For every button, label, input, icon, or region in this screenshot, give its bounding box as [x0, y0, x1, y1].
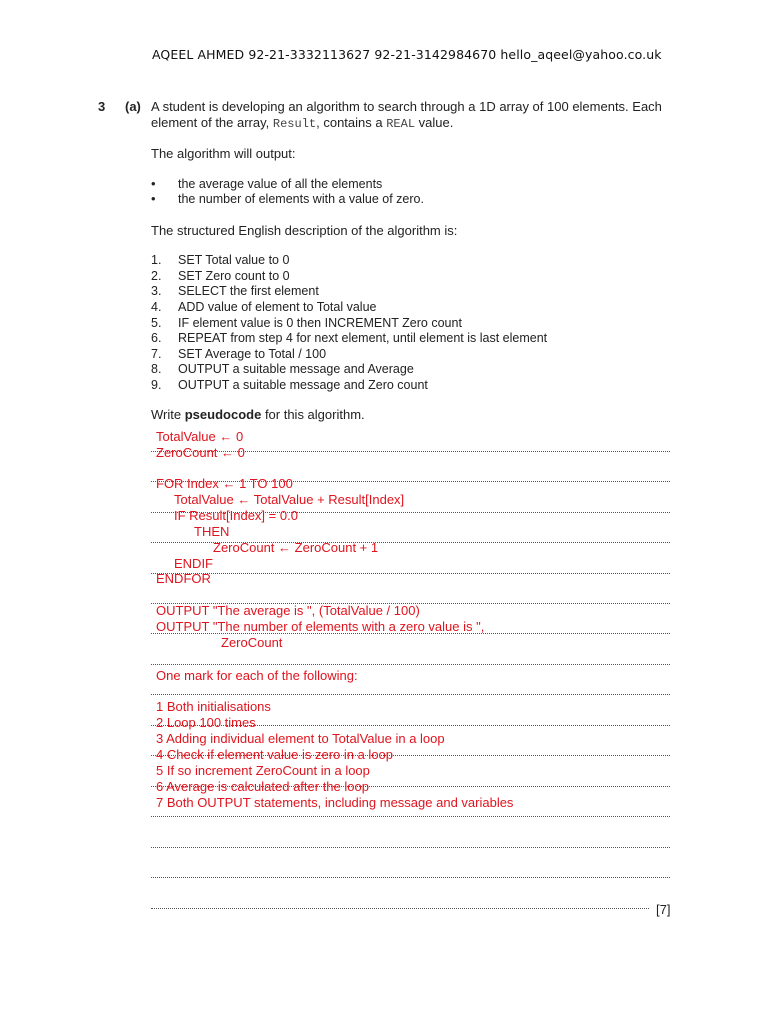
answer-line — [151, 847, 670, 848]
bullet-icon: • — [151, 191, 156, 206]
code-line: OUTPUT "The average is ", (TotalValue / 100) — [156, 603, 420, 618]
step-number: 5. — [151, 316, 162, 330]
step-text: OUTPUT a suitable message and Zero count — [178, 378, 428, 392]
step-number: 8. — [151, 362, 162, 376]
step-text: SET Zero count to 0 — [178, 269, 290, 283]
code-line: ENDFOR — [156, 571, 211, 586]
code-line: OUTPUT "The number of elements with a zero value is ", — [156, 619, 485, 634]
step-number: 1. — [151, 253, 162, 267]
answer-line — [151, 877, 670, 878]
write-prompt — [151, 407, 365, 422]
code-line: ENDIF — [174, 556, 213, 571]
code-line: IF Result[Index] = 0.0 — [174, 508, 298, 523]
marks-total: [7] — [656, 902, 671, 917]
code-line: FOR Index ← 1 TO 100 — [156, 476, 293, 491]
mark-point: 7 Both OUTPUT statements, including message and variables — [156, 795, 514, 810]
code-line: THEN — [194, 524, 230, 539]
step-number: 4. — [151, 300, 162, 314]
question-intro-line-1: A student is developing an algorithm to search through a 1D array of 100 elements. Each — [151, 99, 662, 114]
code-line: ZeroCount ← 0 — [156, 445, 245, 460]
step-number: 3. — [151, 284, 162, 298]
step-text: ADD value of element to Total value — [178, 300, 377, 314]
step-text: IF element value is 0 then INCREMENT Zero count — [178, 316, 462, 330]
code-line: ZeroCount — [221, 635, 283, 650]
mark-point: 1 Both initialisations — [156, 699, 271, 714]
answer-line — [151, 908, 649, 909]
step-text: SET Total value to 0 — [178, 253, 290, 267]
question-intro-line-2 — [151, 115, 453, 131]
mark-point: 3 Adding individual element to TotalValue in a loop — [156, 731, 445, 746]
code-line: ZeroCount ← ZeroCount + 1 — [213, 540, 379, 555]
answer-line — [151, 816, 670, 817]
code-real: REAL — [386, 117, 416, 131]
step-number: 6. — [151, 331, 162, 345]
structured-intro: The structured English description of the algorithm is: — [151, 223, 458, 238]
mark-point: 4 Check if element value is zero in a loop — [156, 747, 394, 762]
bullet-item: the number of elements with a value of zero. — [178, 192, 424, 206]
page-header: AQEEL AHMED 92-21-3332113627 92-21-3142984670 hello_aqeel@yahoo.co.uk — [152, 47, 662, 62]
step-text: SELECT the first element — [178, 284, 319, 298]
output-intro: The algorithm will output: — [151, 146, 296, 161]
intro-text-pre: element of the array, — [151, 115, 270, 130]
question-number: 3 — [98, 99, 106, 114]
write-pre: Write — [151, 407, 182, 422]
intro-text-post: value. — [418, 115, 454, 130]
answer-line — [151, 694, 670, 695]
intro-text-mid: , contains a — [316, 115, 383, 130]
mark-intro: One mark for each of the following: — [156, 668, 358, 683]
bullet-item: the average value of all the elements — [178, 177, 383, 191]
step-text: OUTPUT a suitable message and Average — [178, 362, 414, 376]
code-line: TotalValue ← 0 — [156, 429, 244, 444]
write-bold: pseudocode — [184, 407, 262, 422]
mark-point: 5 If so increment ZeroCount in a loop — [156, 763, 370, 778]
step-number: 2. — [151, 269, 162, 283]
mark-point: 2 Loop 100 times — [156, 715, 256, 730]
step-text: SET Average to Total / 100 — [178, 347, 327, 361]
code-line: TotalValue ← TotalValue + Result[Index] — [174, 492, 405, 507]
answer-line — [151, 664, 670, 665]
step-number: 9. — [151, 378, 162, 392]
step-number: 7. — [151, 347, 162, 361]
bullet-icon: • — [151, 176, 156, 191]
write-post: for this algorithm. — [264, 407, 365, 422]
question-part: (a) — [125, 99, 141, 114]
code-result: Result — [272, 117, 317, 131]
step-text: REPEAT from step 4 for next element, until element is last element — [178, 331, 548, 345]
answer-line — [151, 573, 670, 574]
mark-point: 6 Average is calculated after the loop — [156, 779, 369, 794]
